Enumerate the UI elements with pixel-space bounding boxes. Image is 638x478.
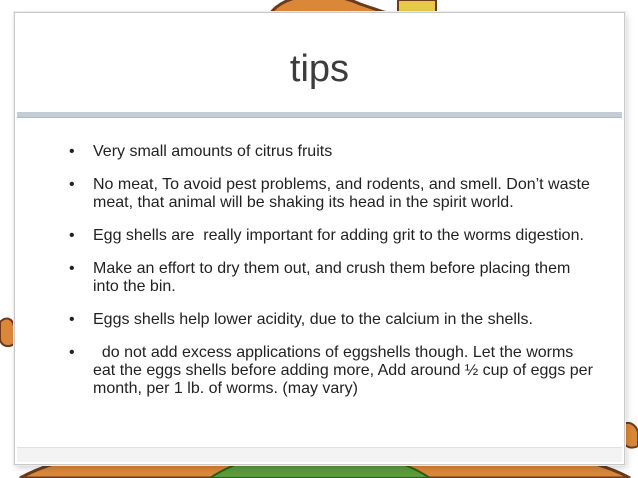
cartoon-left-arm <box>0 319 14 347</box>
tip-text: No meat, To avoid pest problems, and rodents, and smell. Don’t waste meat, that animal will be shaking its head in the spirit world. <box>93 176 595 211</box>
tip-item <box>59 176 599 212</box>
title-divider <box>17 112 622 118</box>
title-area <box>15 13 624 112</box>
cartoon-right-arm <box>623 423 638 448</box>
bullet-icon: • <box>69 344 75 361</box>
slide-bottom-bar <box>17 447 622 462</box>
tip-item <box>59 260 599 296</box>
tip-text: Eggs shells help lower acidity, due to the calcium in the shells. <box>93 311 533 328</box>
tip-item <box>59 143 599 161</box>
bullet-icon: • <box>69 176 75 193</box>
slide-title: tips <box>289 48 350 90</box>
bullet-icon: • <box>69 227 75 244</box>
tip-text: Egg shells are really important for adding grit to the worms digestion. <box>93 227 584 244</box>
bullet-icon: • <box>69 311 75 328</box>
bullet-icon: • <box>69 260 75 277</box>
tip-text: Make an effort to dry them out, and crush them before placing them into the bin. <box>93 260 575 295</box>
tips-list <box>59 143 599 413</box>
slide-card <box>14 12 625 465</box>
tip-item <box>59 311 599 329</box>
tip-text: do not add excess applications of eggshells though. Let the worms eat the eggs shells before adding more, Add around ½ cup of eggs per month, per 1 lb. of worms. (may vary) <box>93 344 598 397</box>
tip-text: Very small amounts of citrus fruits <box>93 143 333 160</box>
bullet-icon: • <box>69 143 75 160</box>
tip-item <box>59 227 599 245</box>
tip-item <box>59 344 599 398</box>
